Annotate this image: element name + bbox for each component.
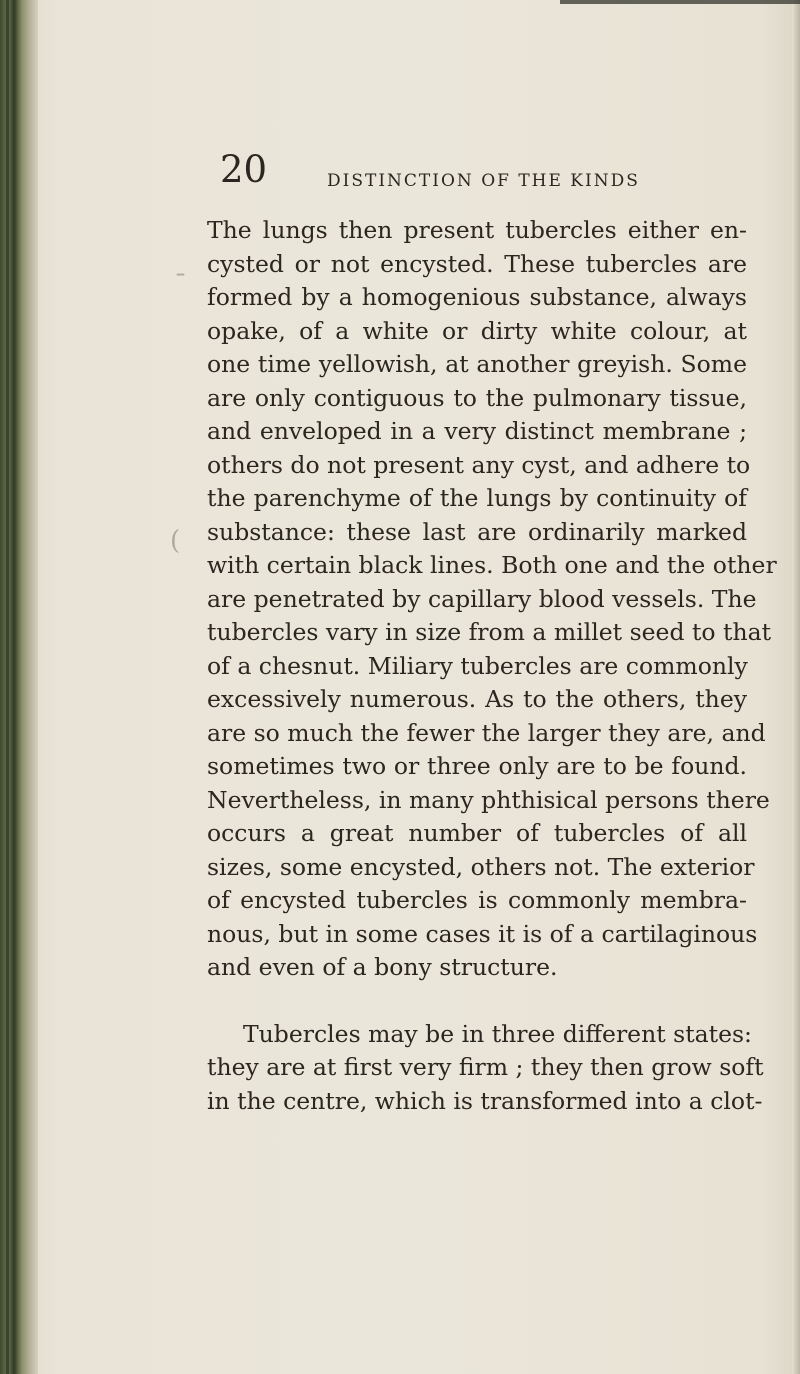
text-line: substance: these last are ordinarily marked: [207, 517, 747, 546]
text-line: tubercles vary in size from a millet seed to that: [207, 618, 772, 646]
text-line: formed by a homogenious substance, always: [207, 283, 747, 311]
book-gutter: [0, 0, 38, 1374]
text-line: Tubercles may be in three different states:: [243, 1019, 752, 1048]
page-number: 20: [220, 148, 268, 191]
text-line: occurs a great number of tubercles of all: [207, 819, 747, 847]
text-line: and even of a bony structure.: [207, 953, 558, 981]
text-line: sometimes two or three only are to be found.: [207, 752, 747, 780]
running-head: DISTINCTION OF THE KINDS: [327, 171, 640, 191]
text-line: opake, of a white or dirty white colour, at: [207, 316, 747, 345]
text-line: others do not present any cyst, and adhere to: [207, 450, 751, 479]
paragraph-spacer: [207, 985, 747, 1018]
page-edge: [792, 0, 800, 1374]
body-text: [207, 214, 777, 1118]
margin-bracket-mark: (: [170, 526, 181, 556]
text-line: they are at first very firm ; they then grow soft: [207, 1053, 764, 1081]
page-header: [0, 150, 800, 200]
text-line: in the centre, which is transformed into a clot-: [207, 1086, 763, 1115]
text-line: sizes, some encysted, others not. The exterior: [207, 852, 755, 881]
text-line: nous, but in some cases it is of a cartilaginous: [207, 919, 758, 948]
text-line: with certain black lines. Both one and the other: [207, 551, 777, 579]
text-line: The lungs then present tubercles either en-: [207, 216, 747, 244]
text-line: of a chesnut. Miliary tubercles are commonly: [207, 651, 748, 680]
text-line: Nevertheless, in many phthisical persons there: [207, 785, 770, 814]
text-line: cysted or not encysted. These tubercles are: [207, 249, 747, 278]
text-line: one time yellowish, at another greyish. Some: [207, 350, 747, 378]
paragraph-2: [207, 1018, 764, 1119]
text-line: and enveloped in a very distinct membrane ;: [207, 417, 747, 445]
page-top-edge: [560, 0, 800, 4]
text-line: are penetrated by capillary blood vessels. The: [207, 584, 757, 613]
text-line: of encysted tubercles is commonly membra-: [207, 886, 747, 914]
margin-dash-mark: ¯: [174, 270, 187, 300]
text-line: are only contiguous to the pulmonary tissue,: [207, 383, 747, 412]
text-line: excessively numerous. As to the others, they: [207, 685, 747, 713]
text-line: are so much the fewer the larger they are, and: [207, 718, 766, 747]
text-line: the parenchyme of the lungs by continuity of: [207, 484, 747, 512]
paragraph-1: [207, 214, 777, 985]
